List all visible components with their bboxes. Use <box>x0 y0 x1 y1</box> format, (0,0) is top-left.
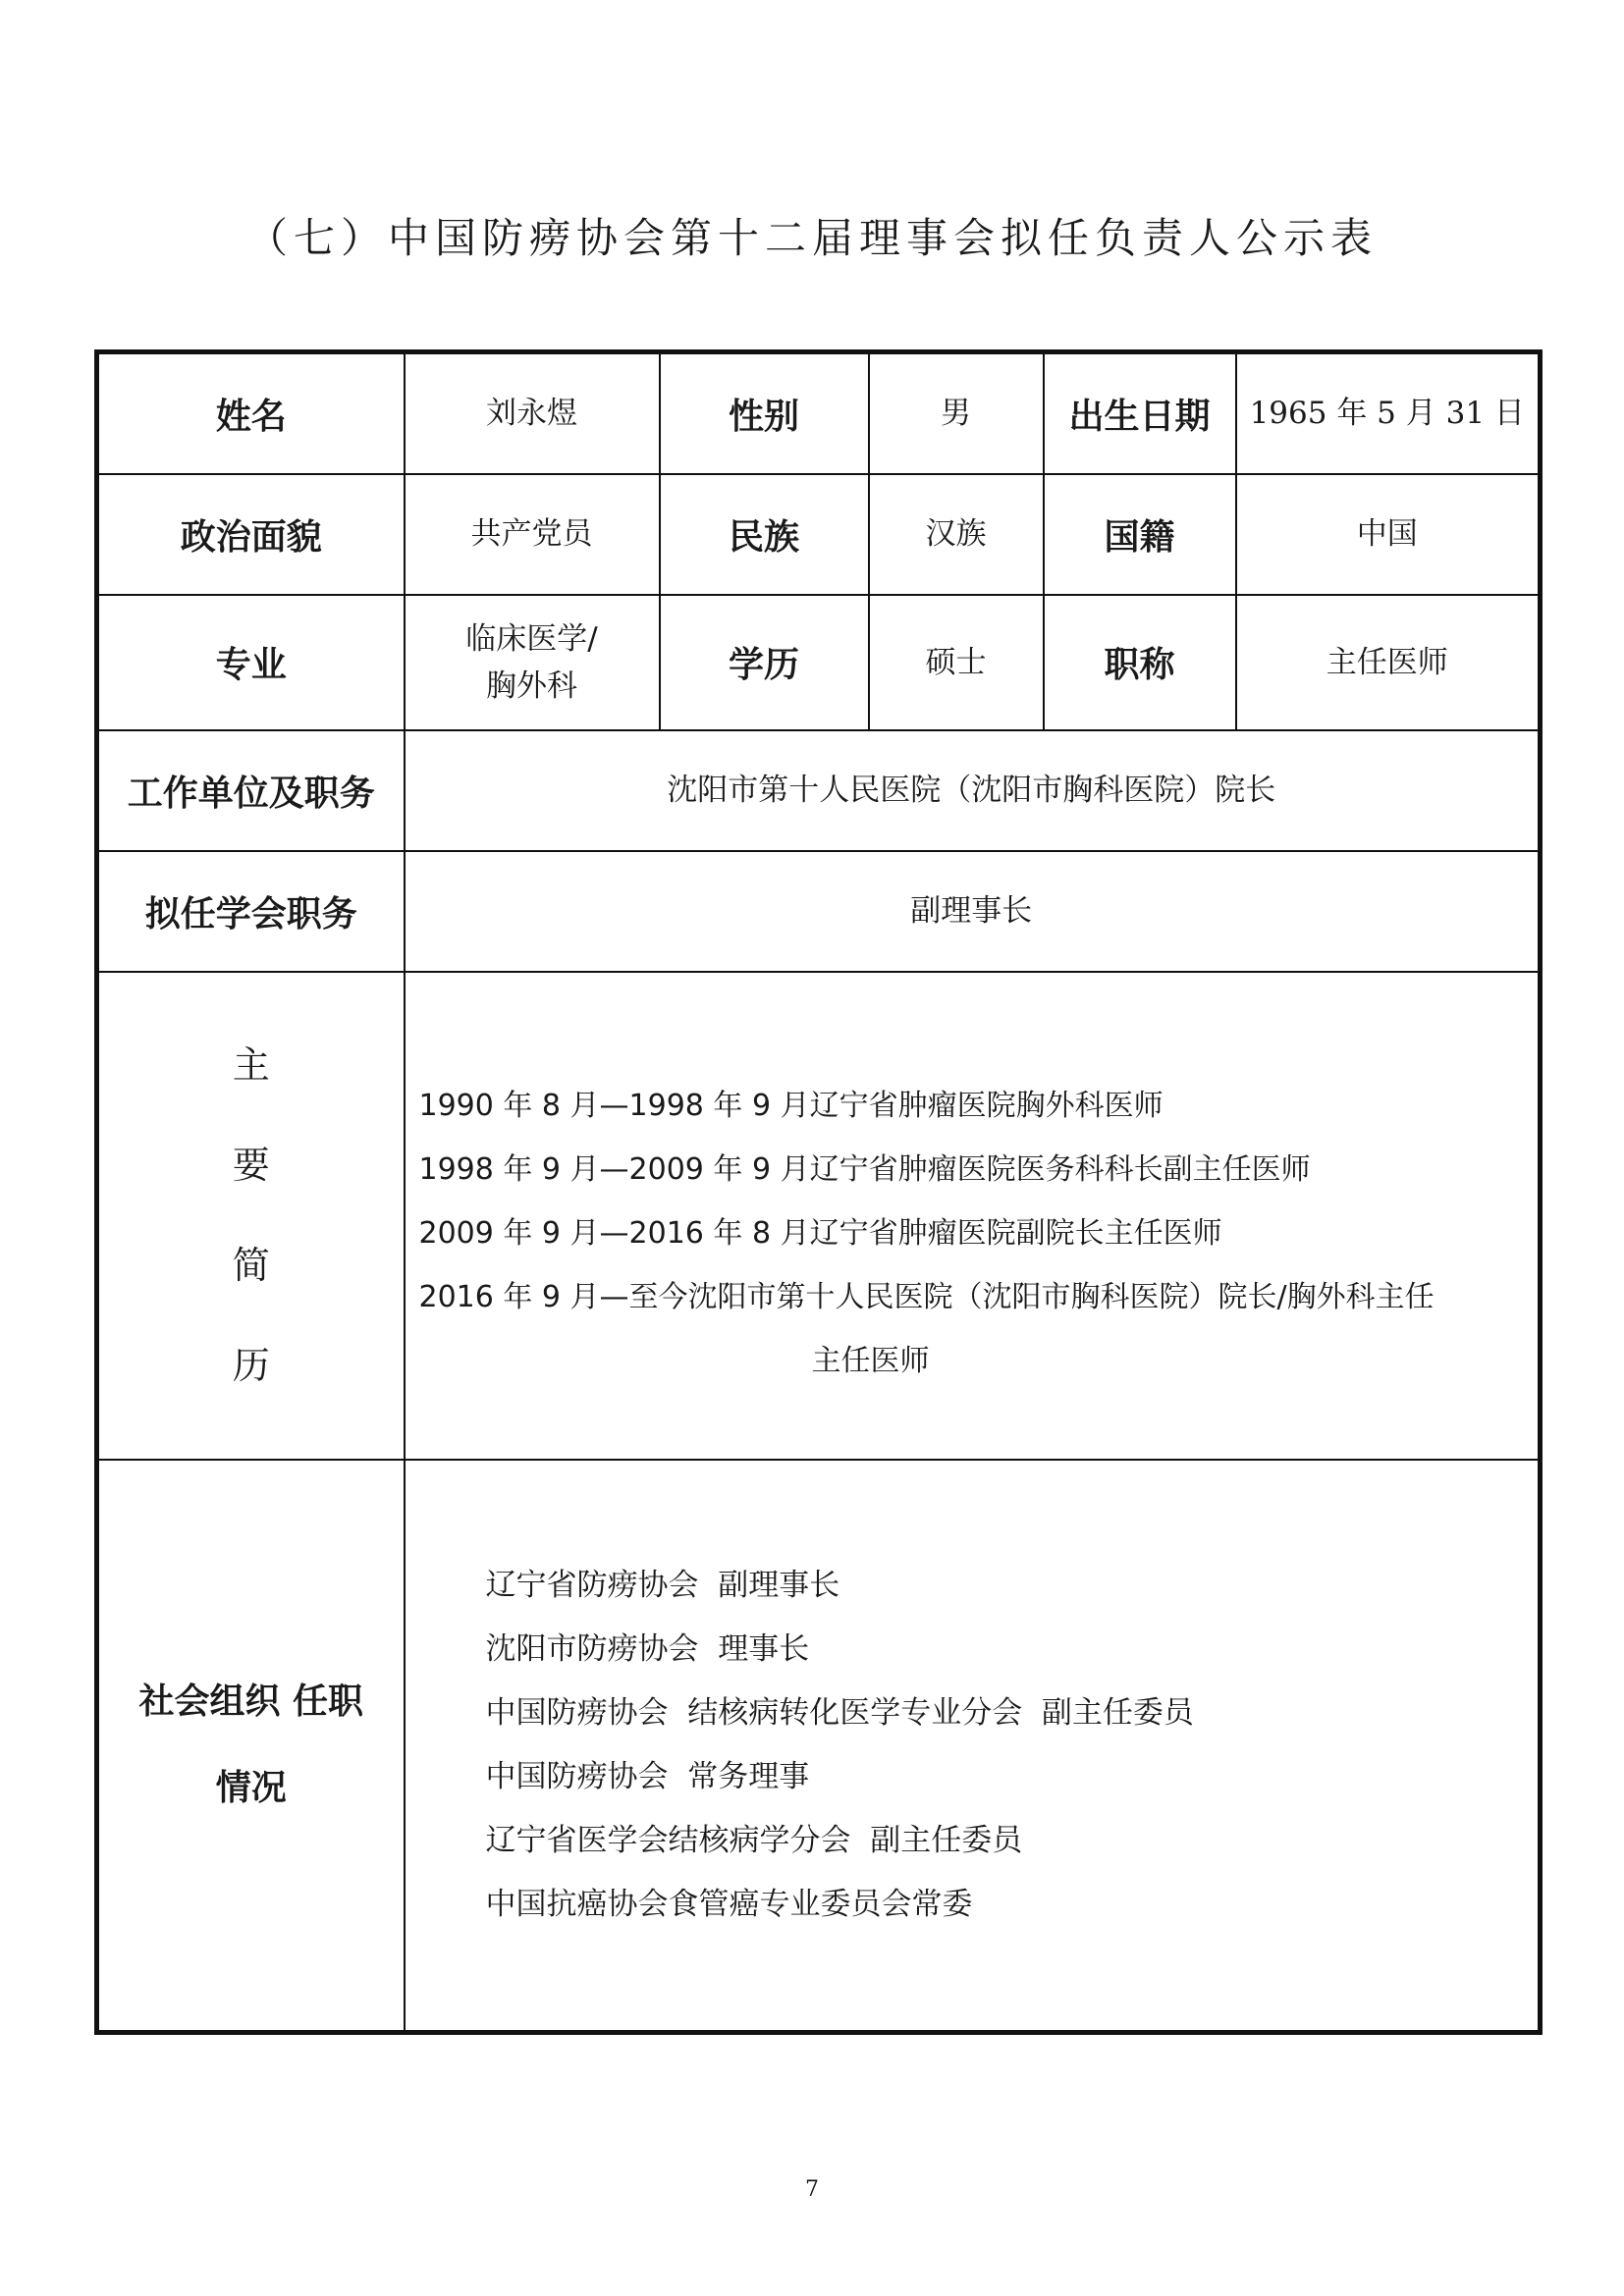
value-education: 硕士 <box>869 595 1044 730</box>
label-ethnicity: 民族 <box>660 474 869 595</box>
resume-entry: 1990 年 8 月—1998 年 9 月辽宁省肿瘤医院胸外科医师 <box>418 1088 1164 1123</box>
table-row <box>97 352 1541 474</box>
resume-label-char: 历 <box>232 1344 270 1387</box>
document-title: （七）中国防痨协会第十二届理事会拟任负责人公示表 <box>245 214 1378 262</box>
table-row <box>97 972 1541 1460</box>
label-gender: 性别 <box>660 352 869 474</box>
table-row <box>97 474 1541 595</box>
info-table <box>94 349 1543 2035</box>
label-social-roles <box>97 1460 405 2033</box>
value-nationality: 中国 <box>1236 474 1541 595</box>
resume-label-char: 要 <box>232 1144 270 1187</box>
major-line-1: 临床医学/ <box>465 620 598 657</box>
label-proposed-post: 拟任学会职务 <box>97 851 405 972</box>
social-label-line-1: 社会组织 任职 <box>138 1681 364 1722</box>
resume-entry: 2016 年 9 月—至今沈阳市第十人民医院（沈阳市胸科医院）院长/胸外科主任 <box>418 1279 1435 1314</box>
value-political: 共产党员 <box>405 474 660 595</box>
value-major <box>405 595 660 730</box>
table-row <box>97 730 1541 851</box>
value-ethnicity: 汉族 <box>869 474 1044 595</box>
resume-label-char: 简 <box>232 1244 270 1287</box>
label-name: 姓名 <box>97 352 405 474</box>
social-roles-content <box>405 1460 1541 2033</box>
value-gender: 男 <box>869 352 1044 474</box>
social-role-item: 中国防痨协会 结核病转化医学专业分会 副主任委员 <box>485 1694 1194 1731</box>
label-resume <box>97 972 405 1460</box>
page-number: 7 <box>805 2177 819 2202</box>
resume-label-char: 主 <box>232 1043 270 1087</box>
social-role-item: 中国抗癌协会食管癌专业委员会常委 <box>485 1886 973 1922</box>
value-name: 刘永煜 <box>405 352 660 474</box>
social-role-item: 中国防痨协会 常务理事 <box>485 1758 810 1794</box>
value-workplace: 沈阳市第十人民医院（沈阳市胸科医院）院长 <box>405 730 1541 851</box>
label-major: 专业 <box>97 595 405 730</box>
table-row <box>97 595 1541 730</box>
label-title: 职称 <box>1044 595 1236 730</box>
label-education: 学历 <box>660 595 869 730</box>
value-title: 主任医师 <box>1236 595 1541 730</box>
label-birth: 出生日期 <box>1044 352 1236 474</box>
label-nationality: 国籍 <box>1044 474 1236 595</box>
table-row <box>97 851 1541 972</box>
major-line-2: 胸外科 <box>486 667 577 704</box>
value-proposed-post: 副理事长 <box>405 851 1541 972</box>
value-birth: 1965 年 5 月 31 日 <box>1236 352 1541 474</box>
social-role-item: 辽宁省防痨协会 副理事长 <box>485 1567 840 1603</box>
label-workplace: 工作单位及职务 <box>97 730 405 851</box>
social-label-line-2: 情况 <box>215 1767 287 1808</box>
resume-entry-continuation: 主任医师 <box>811 1343 930 1378</box>
resume-entry: 2009 年 9 月—2016 年 8 月辽宁省肿瘤医院副院长主任医师 <box>418 1215 1222 1251</box>
resume-content <box>405 972 1541 1460</box>
label-political: 政治面貌 <box>97 474 405 595</box>
social-role-item: 沈阳市防痨协会 理事长 <box>485 1630 810 1667</box>
resume-entry: 1998 年 9 月—2009 年 9 月辽宁省肿瘤医院医务科科长副主任医师 <box>418 1151 1311 1187</box>
table-row <box>97 1460 1541 2033</box>
social-role-item: 辽宁省医学会结核病学分会 副主任委员 <box>485 1822 1023 1858</box>
